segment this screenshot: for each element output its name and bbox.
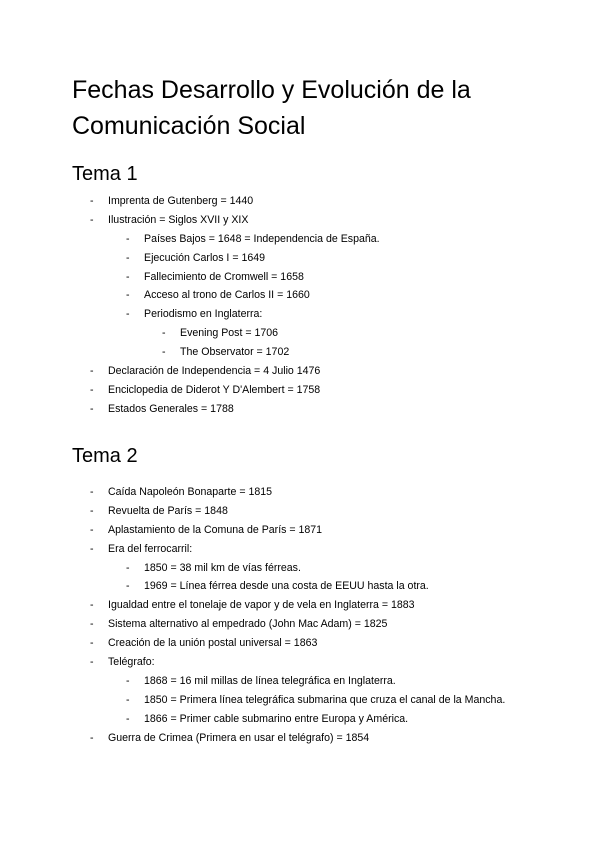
bullet-dash: -	[126, 580, 130, 593]
bullet-dash: -	[90, 504, 94, 517]
bullet-dash: -	[126, 561, 130, 574]
list-item-text: Creación de la unión postal universal = 1863	[108, 637, 318, 650]
bullet-dash: -	[90, 195, 94, 207]
list-item-text: Era del ferrocarril:	[108, 542, 193, 555]
list-item-text: The Observator = 1702	[180, 346, 290, 359]
bullet-dash: -	[126, 693, 130, 706]
bullet-dash: -	[126, 308, 130, 321]
list-item-text: 1969 = Línea férrea desde una costa de EEUU hasta la otra.	[144, 580, 429, 593]
list-item-text: Guerra de Crimea (Primera en usar el telégrafo) = 1854	[108, 731, 370, 744]
list-item-text: Fallecimiento de Cromwell = 1658	[144, 270, 304, 283]
bullet-dash: -	[90, 656, 94, 669]
list-item-text: Revuelta de París = 1848	[108, 504, 228, 517]
list-item-text: Estados Generales = 1788	[108, 402, 234, 415]
list-item-text: Ejecución Carlos I = 1649	[144, 251, 266, 264]
bullet-dash: -	[126, 251, 130, 264]
bullet-dash: -	[90, 542, 94, 555]
list-item-text: 1868 = 16 mil millas de línea telegráfica en Inglaterra.	[144, 674, 396, 687]
bullet-dash: -	[162, 327, 166, 340]
section-heading-tema-1: Tema 1	[72, 163, 138, 185]
list-item-text: 1850 = Primera línea telegráfica submarina que cruza el canal de la Mancha.	[144, 693, 506, 706]
bullet-dash: -	[90, 402, 94, 415]
bullet-dash: -	[126, 712, 130, 725]
list-item-text: Periodismo en Inglaterra:	[144, 308, 263, 321]
list-item-text: Acceso al trono de Carlos II = 1660	[144, 289, 310, 302]
document-title: Fechas Desarrollo y Evolución de la Comunicación Social	[72, 76, 471, 140]
bullet-dash: -	[126, 232, 130, 245]
bullet-dash: -	[90, 523, 94, 536]
list-item-text: Caída Napoleón Bonaparte = 1815	[108, 486, 273, 498]
bullet-dash: -	[90, 486, 94, 498]
list-item-text: 1850 = 38 mil km de vías férreas.	[144, 561, 301, 574]
list-item-text: Imprenta de Gutenberg = 1440	[108, 195, 254, 207]
list-item-text: Ilustración = Siglos XVII y XIX	[108, 213, 249, 226]
bullet-dash: -	[90, 599, 94, 612]
list-item-text: 1866 = Primer cable submarino entre Europa y América.	[144, 712, 409, 725]
bullet-dash: -	[126, 270, 130, 283]
bullet-dash: -	[90, 365, 94, 378]
list-item-text: Igualdad entre el tonelaje de vapor y de vela en Inglaterra = 1883	[108, 599, 415, 612]
list-item-text: Declaración de Independencia = 4 Julio 1476	[108, 365, 321, 378]
list-item-text: Evening Post = 1706	[180, 327, 279, 340]
bullet-dash: -	[90, 213, 94, 226]
list-item-text: Aplastamiento de la Comuna de París = 1871	[108, 523, 323, 536]
list-item-text: Enciclopedia de Diderot Y D'Alembert = 1758	[108, 383, 321, 396]
bullet-dash: -	[90, 637, 94, 650]
bullet-dash: -	[90, 618, 94, 631]
bullet-dash: -	[126, 674, 130, 687]
list-item-text: Telégrafo:	[108, 656, 155, 669]
bullet-dash: -	[90, 731, 94, 744]
section-heading-tema-2: Tema 2	[72, 445, 138, 467]
bullet-dash: -	[162, 346, 166, 359]
bullet-dash: -	[126, 289, 130, 302]
list-item-text: Sistema alternativo al empedrado (John Mac Adam) = 1825	[108, 618, 388, 631]
bullet-dash: -	[90, 383, 94, 396]
list-item-text: Países Bajos = 1648 = Independencia de España.	[144, 232, 380, 245]
